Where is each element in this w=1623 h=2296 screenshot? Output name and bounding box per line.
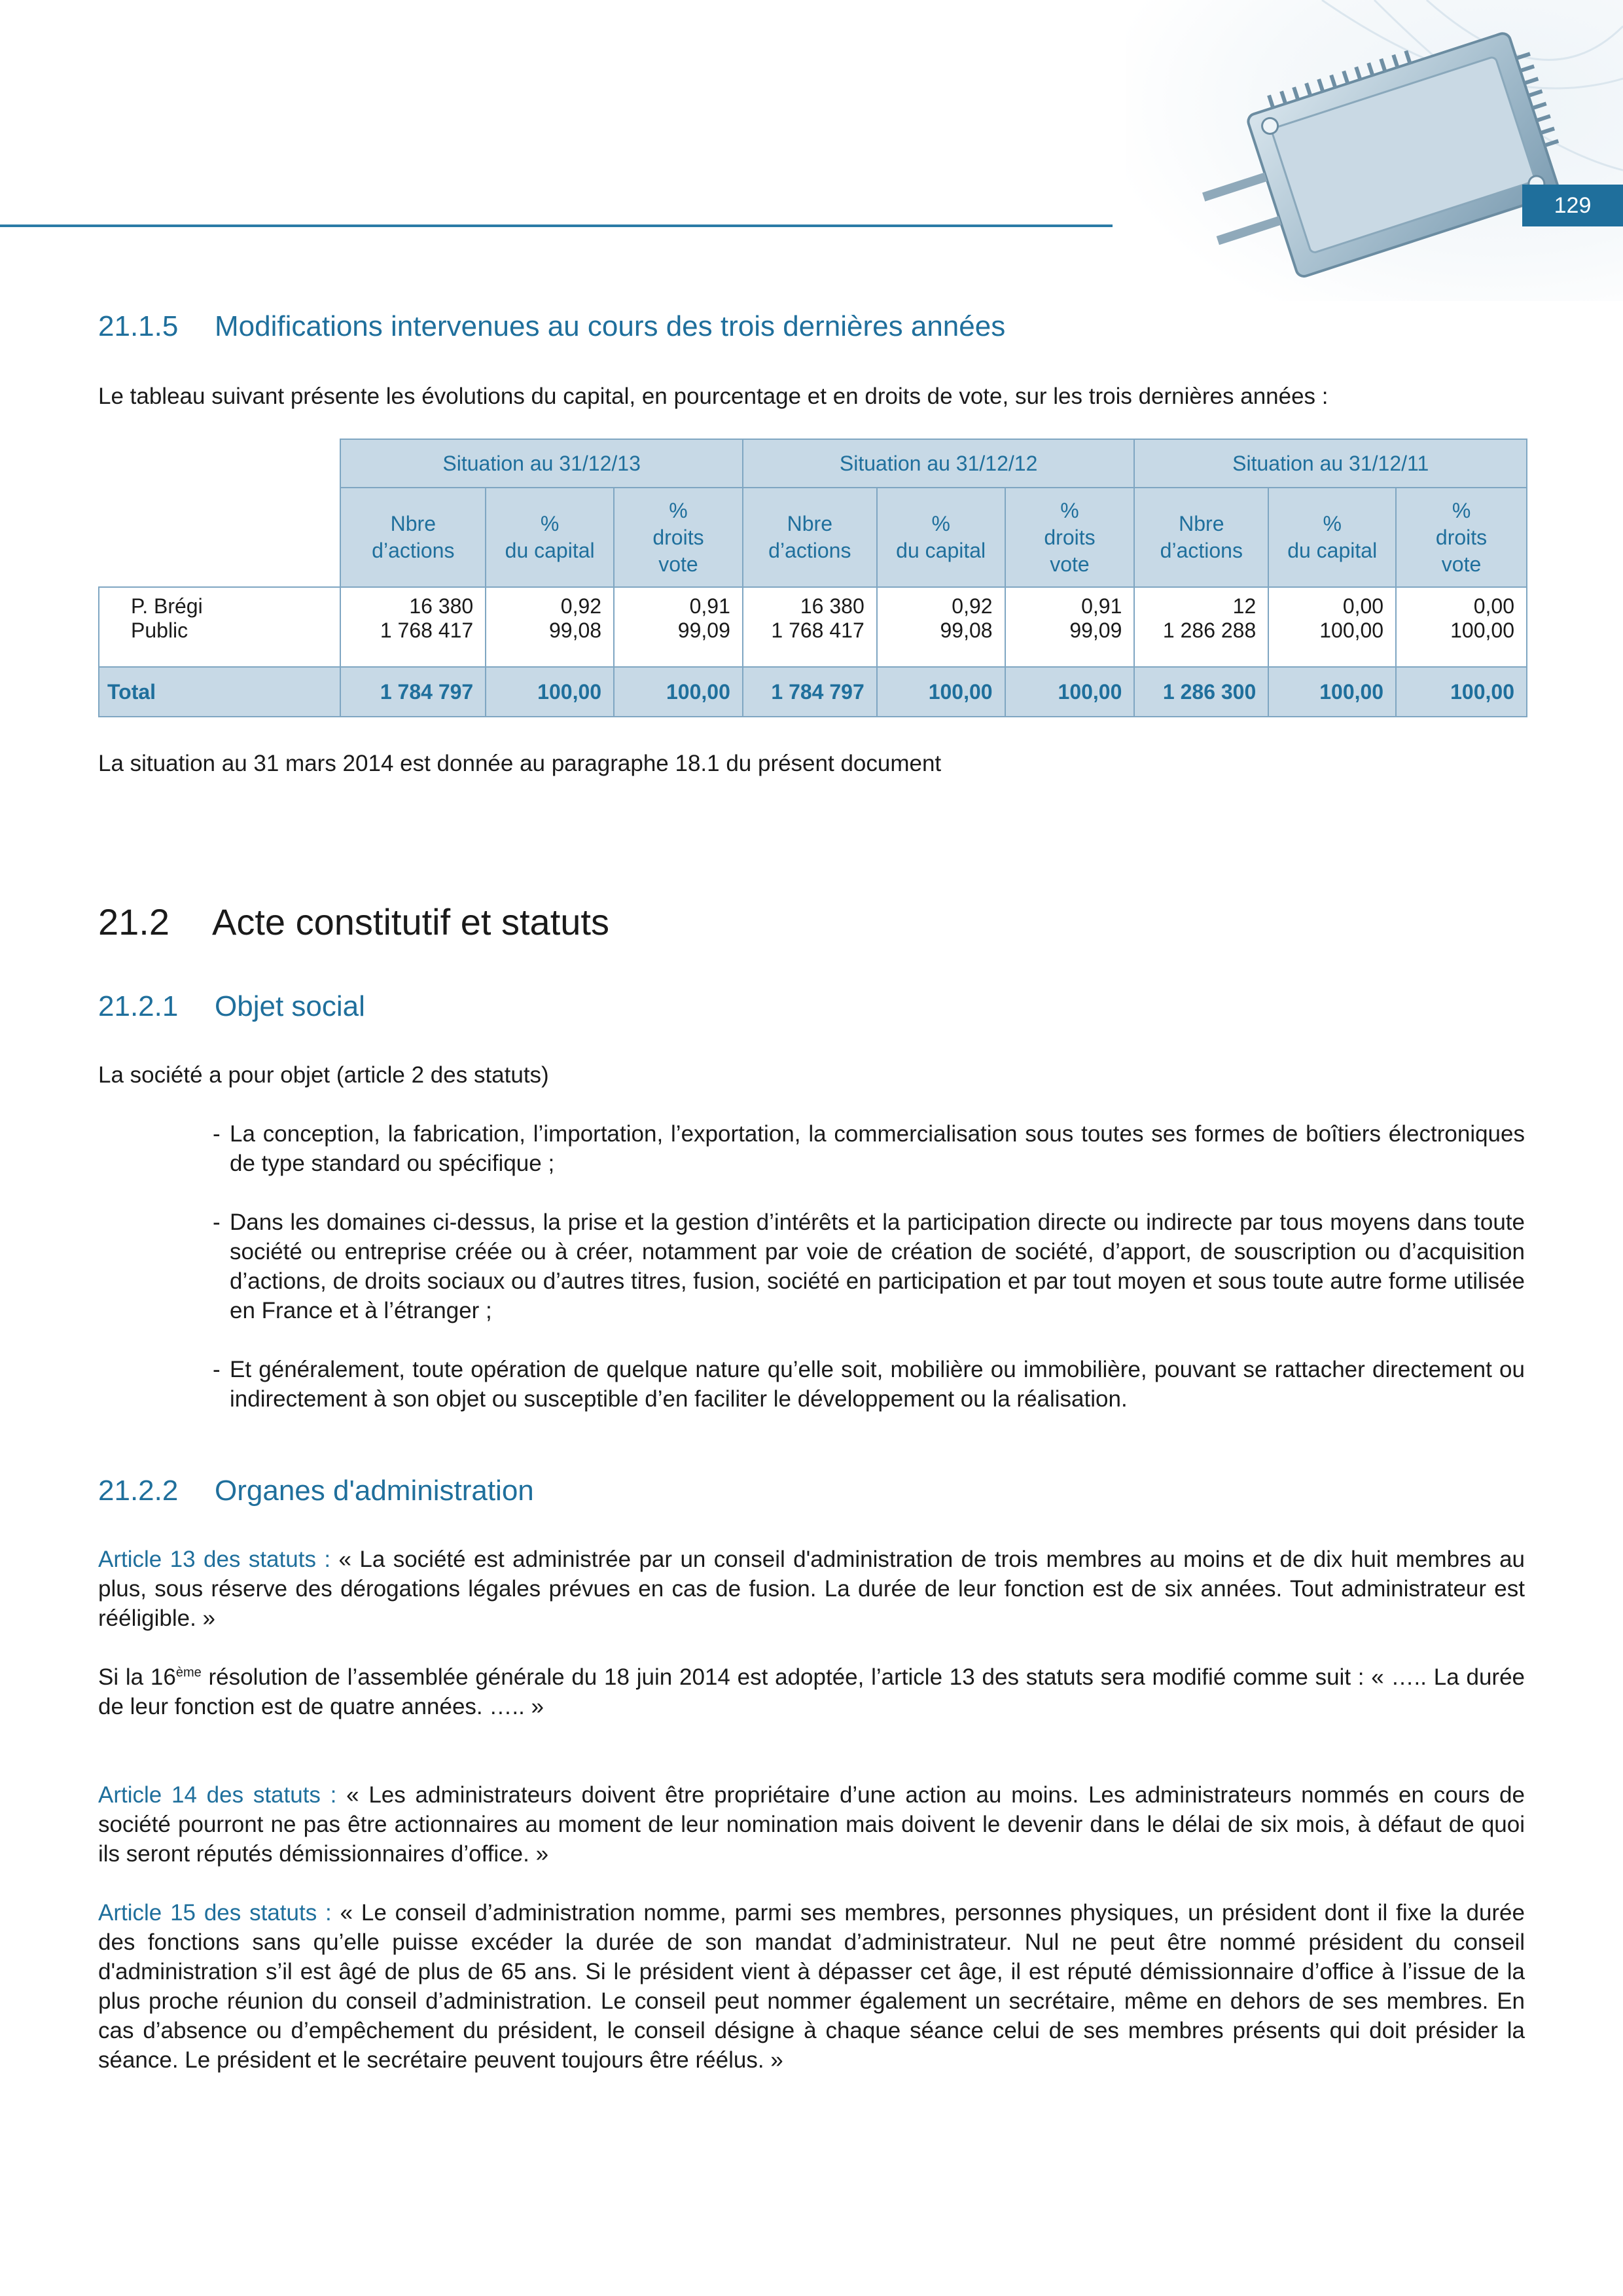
article-13 — [98, 1545, 1525, 1633]
cell: 100,00 — [1396, 619, 1527, 643]
list-item: - Et généralement, toute opération de quelque nature qu’elle soit, mobilière ou immobilière, pouvant se rattacher directement ou indirectement à son objet ou susceptible d’en faciliter le développement ou la réalisation. — [213, 1357, 1525, 1412]
section-number: 21.1.5 — [98, 310, 179, 342]
section-title: Objet social — [215, 990, 365, 1022]
col-header-pct-droits-vote: % droits vote — [614, 488, 743, 587]
section-title: Organes d'administration — [215, 1475, 534, 1507]
article-14 — [98, 1780, 1525, 1869]
list-item: - Dans les domaines ci-dessus, la prise et la gestion d’intérêts et la participation directe ou indirecte par tous moyens dans toute société ou entreprise créée ou à créer, notamment par voie de création de société, d’apport, de souscription ou d’acquisition d’actions, de droits sociaux ou d’autres titres, fusion, société en participation et par tout moyen et sous toute autre forme utilisée en France et à l’étranger ; — [213, 1210, 1525, 1323]
cell: 1 768 417 — [743, 619, 877, 643]
cell: 100,00 — [614, 667, 743, 717]
cell: 16 380 — [743, 587, 877, 619]
total-label: Total — [99, 667, 340, 717]
header-rule — [0, 224, 1113, 227]
table-row — [99, 619, 1527, 643]
col-header-pct-capital: % du capital — [877, 488, 1005, 587]
cell: 100,00 — [486, 667, 614, 717]
cell: 100,00 — [1396, 667, 1527, 717]
cell: 1 784 797 — [340, 667, 486, 717]
cell: 100,00 — [1005, 667, 1135, 717]
list-item: - La conception, la fabrication, l’importation, l’exportation, la commercialisation sous toutes ses formes de boîtiers électroniques de type standard ou spécifique ; — [213, 1121, 1525, 1176]
col-header-nbre-actions: Nbre d’actions — [340, 488, 486, 587]
col-header-nbre-actions: Nbre d’actions — [1134, 488, 1268, 587]
capital-table — [98, 439, 1527, 717]
cell: 12 — [1134, 587, 1268, 619]
cell: 1 286 300 — [1134, 667, 1268, 717]
group-header-2013: Situation au 31/12/13 — [340, 439, 742, 488]
col-header-pct-capital: % du capital — [1268, 488, 1396, 587]
section-title: Acte constitutif et statuts — [212, 901, 609, 942]
row-label: P. Brégi — [99, 587, 340, 619]
group-header-2011: Situation au 31/12/11 — [1134, 439, 1527, 488]
row-label: Public — [99, 619, 340, 643]
cell: 99,08 — [486, 619, 614, 643]
section-heading-21-2 — [98, 901, 609, 943]
cell: 0,91 — [1005, 587, 1135, 619]
col-header-pct-droits-vote: % droits vote — [1396, 488, 1527, 587]
cell: 0,92 — [486, 587, 614, 619]
total-row — [99, 667, 1527, 717]
table-note: La situation au 31 mars 2014 est donnée au paragraphe 18.1 du présent document — [98, 751, 942, 776]
article-text: « Le conseil d’administration nomme, parmi ses membres, personnes physiques, un président dont il fixe la durée des fonctions sans qu’elle puisse excéder la durée de son mandat d’administrateur. Nul ne peut être nommé président du conseil d'administration s’il est âgé de plus de 65 ans. Si le président vient à dépasser cet âge, il est réputé démissionnaire d’office à l’issue de la plus proche réunion du conseil d’administration. Le conseil peut nommer également un secrétaire, même en dehors de ses membres. En cas d’absence ou d’empêchement du président, le conseil désigne à chaque séance celui de ses membres présents qui doit présider la séance. Le président et le secrétaire peuvent toujours être réélus. » — [98, 1900, 1525, 2073]
cell: 99,09 — [614, 619, 743, 643]
section-heading-21-2-2 — [98, 1475, 534, 1507]
cell: 100,00 — [1268, 619, 1396, 643]
article-label: Article 14 des statuts : — [98, 1782, 337, 1808]
section-heading-21-2-1 — [98, 990, 365, 1023]
article-label: Article 13 des statuts : — [98, 1547, 331, 1572]
cell: 99,08 — [877, 619, 1005, 643]
cell: 0,00 — [1268, 587, 1396, 619]
cell: 99,09 — [1005, 619, 1135, 643]
col-header-pct-capital: % du capital — [486, 488, 614, 587]
page-number: 129 — [1522, 185, 1623, 226]
resolution-note: Si la 16ème résolution de l’assemblée générale du 18 juin 2014 est adoptée, l’article 13 des statuts sera modifié comme suit : « ….. La durée de leur fonction est de quatre années. ….. » — [98, 1664, 1525, 1719]
cell: 100,00 — [1268, 667, 1396, 717]
table-intro: Le tableau suivant présente les évolutions du capital, en pourcentage et en droits de vote, sur les trois dernières années : — [98, 384, 1329, 409]
cell: 0,91 — [614, 587, 743, 619]
cell: 1 784 797 — [743, 667, 877, 717]
table-row — [99, 587, 1527, 619]
cell: 16 380 — [340, 587, 486, 619]
cell: 1 768 417 — [340, 619, 486, 643]
objet-list — [213, 1119, 1525, 1443]
cell: 0,00 — [1396, 587, 1527, 619]
objet-intro: La société a pour objet (article 2 des statuts) — [98, 1062, 549, 1088]
product-illustration — [1126, 0, 1623, 301]
article-label: Article 15 des statuts : — [98, 1900, 332, 1926]
group-header-2012: Situation au 31/12/12 — [743, 439, 1135, 488]
col-header-pct-droits-vote: % droits vote — [1005, 488, 1135, 587]
article-text: « Les administrateurs doivent être propriétaire d’une action au moins. Les administrateurs nommés en cours de société pourront ne pas être actionnaires au moment de leur nomination mais doivent le devenir dans le délai de six mois, à défaut de quoi ils seront réputés démissionnaires d’office. » — [98, 1782, 1525, 1867]
article-15 — [98, 1898, 1525, 2075]
col-header-nbre-actions: Nbre d’actions — [743, 488, 877, 587]
section-heading-21-1-5 — [98, 310, 1005, 343]
section-title: Modifications intervenues au cours des trois dernières années — [215, 310, 1006, 342]
section-number: 21.2.2 — [98, 1475, 179, 1507]
section-number: 21.2 — [98, 901, 169, 942]
cell: 100,00 — [877, 667, 1005, 717]
article-text: « La société est administrée par un conseil d'administration de trois membres au moins et de dix huit membres au plus, sous réserve des dérogations légales prévues en cas de fusion. La durée de leur fonction est de six années. Tout administrateur est rééligible. » — [98, 1547, 1525, 1631]
cell: 0,92 — [877, 587, 1005, 619]
cell: 1 286 288 — [1134, 619, 1268, 643]
section-number: 21.2.1 — [98, 990, 179, 1022]
